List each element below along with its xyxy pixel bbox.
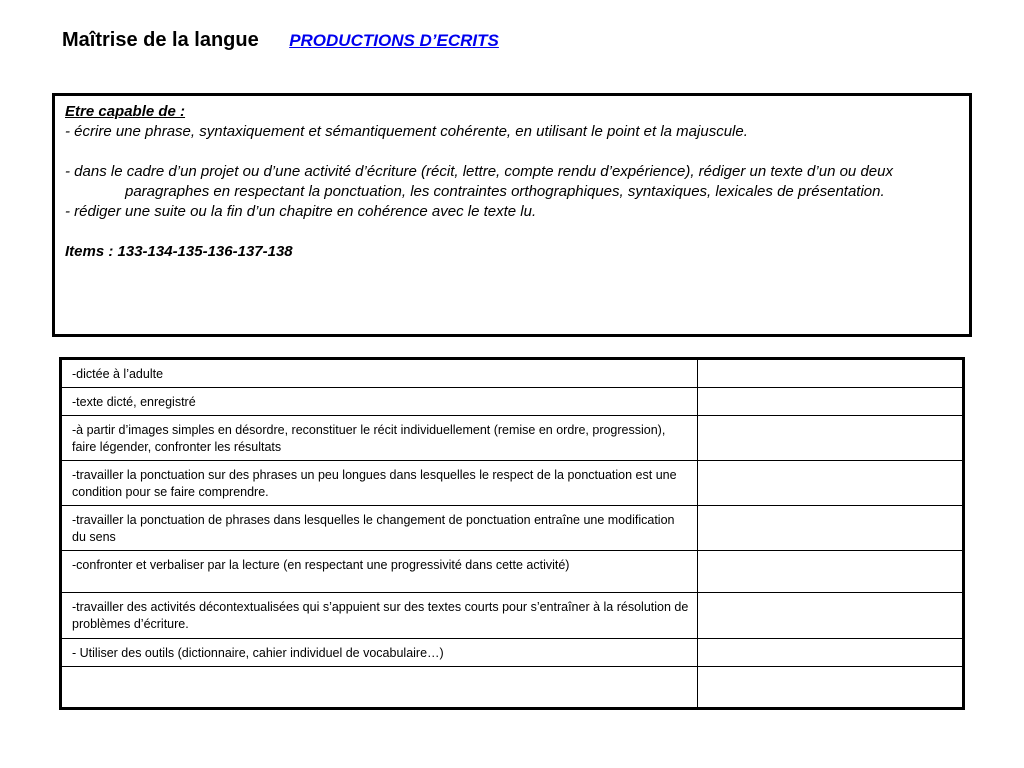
items-list: Items : 133-134-135-136-137-138 [65,243,293,260]
table-row [61,506,964,551]
notes-cell[interactable] [697,593,963,639]
activity-cell: -travailler la ponctuation de phrases dans lesquelles le changement de ponctuation entraîne une modification du sens [61,506,698,551]
objectives-heading: Etre capable de : [65,103,186,120]
page-header [62,29,499,52]
activities-table [59,357,965,710]
activity-cell: -à partir d’images simples en désordre, reconstituer le récit individuellement (remise en ordre, progression), faire légender, confronter les résultats [61,416,698,461]
table-row [61,359,964,388]
section-link-productions-ecrits[interactable]: PRODUCTIONS D’ECRITS [289,31,499,50]
activity-cell: -texte dicté, enregistré [61,388,698,416]
notes-cell[interactable] [697,551,963,593]
page-title: Maîtrise de la langue [62,29,259,51]
notes-cell[interactable] [697,416,963,461]
table-row [61,461,964,506]
notes-cell[interactable] [697,461,963,506]
notes-cell[interactable] [697,639,963,667]
activity-cell[interactable] [61,667,698,709]
activity-cell: -dictée à l’adulte [61,359,698,388]
objectives-box [52,93,972,337]
activity-cell: -confronter et verbaliser par la lecture (en respectant une progressivité dans cette activité) [61,551,698,593]
objective-line-3: - rédiger une suite ou la fin d’un chapitre en cohérence avec le texte lu. [65,203,537,220]
table-row [61,667,964,709]
table-row [61,388,964,416]
objective-line-1: - écrire une phrase, syntaxiquement et sémantiquement cohérente, en utilisant le point et la majuscule. [65,123,748,140]
table-row [61,639,964,667]
activity-cell: -travailler la ponctuation sur des phrases un peu longues dans lesquelles le respect de la ponctuation est une condition pour se faire comprendre. [61,461,698,506]
notes-cell[interactable] [697,506,963,551]
table-row [61,593,964,639]
notes-cell[interactable] [697,667,963,709]
table-row [61,551,964,593]
notes-cell[interactable] [697,388,963,416]
activity-cell: -travailler des activités décontextualisées qui s’appuient sur des textes courts pour s’entraîner à la résolution de problèmes d’écriture. [61,593,698,639]
objective-line-2: - dans le cadre d’un projet ou d’une activité d’écriture (récit, lettre, compte rendu d’expérience), rédiger un texte d’un ou deux paragraphes en respectant la ponctuation, les contraintes orthographiques, syntaxiques, lexicales de présentation. [65,163,893,200]
activity-cell: - Utiliser des outils (dictionnaire, cahier individuel de vocabulaire…) [61,639,698,667]
notes-cell[interactable] [697,359,963,388]
table-row [61,416,964,461]
